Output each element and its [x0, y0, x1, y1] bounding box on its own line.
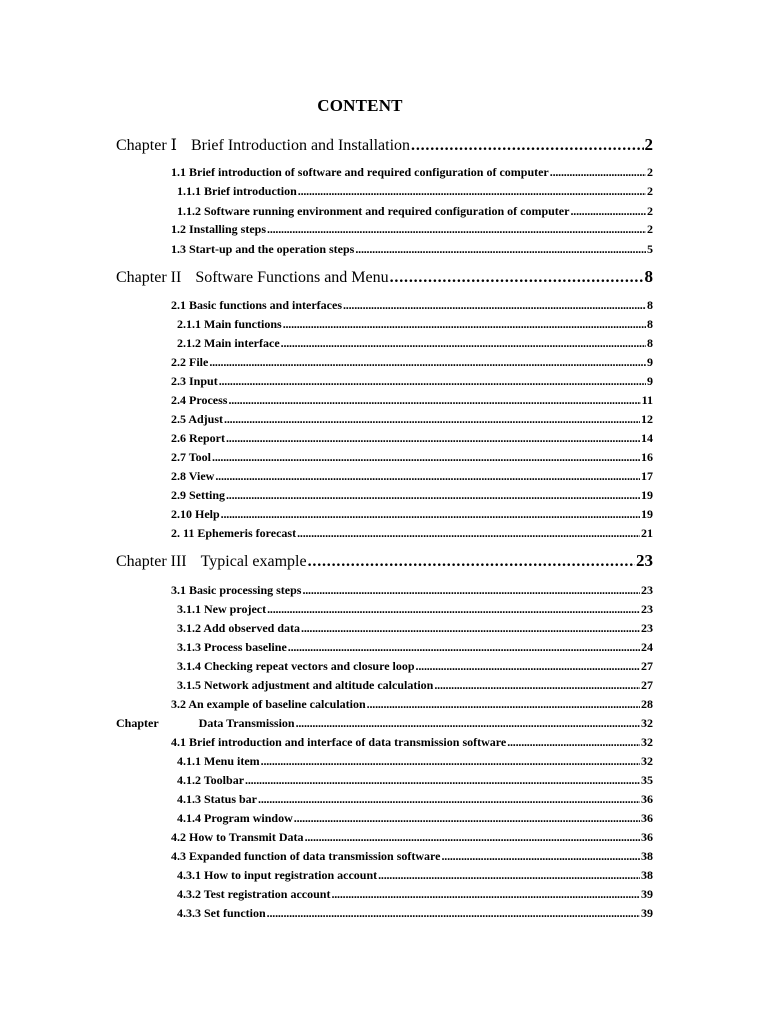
entry-label: 4.3.1 How to input registration account: [177, 868, 378, 882]
page-number: 23: [636, 551, 653, 570]
page-number: 38: [641, 849, 653, 863]
toc-entry-2-2[interactable]: [171, 353, 653, 371]
dot-leader: [226, 429, 640, 447]
entry-label: 2.10 Help: [171, 507, 220, 521]
toc-entry-4-3[interactable]: [171, 847, 653, 865]
entry-label: 4.2 How to Transmit Data: [171, 830, 304, 844]
toc-entry-2-3[interactable]: [171, 372, 653, 390]
page-number: 8: [647, 298, 653, 312]
toc-entry-4-1-4[interactable]: [177, 809, 653, 827]
toc-entry-4-1-1[interactable]: [177, 752, 653, 770]
toc-entry-4-1[interactable]: [171, 733, 653, 751]
dot-leader: [267, 600, 640, 618]
dot-leader: [411, 135, 643, 156]
page-number: 32: [641, 754, 653, 768]
toc-chapter-3[interactable]: [116, 550, 653, 572]
dot-leader: [434, 676, 640, 694]
dot-leader: [343, 296, 646, 314]
entry-label: 2.7 Tool: [171, 450, 212, 464]
entry-label: 4.3 Expanded function of data transmission software: [171, 849, 441, 863]
toc-chapter-4[interactable]: [116, 714, 653, 732]
page-number: 8: [647, 317, 653, 331]
toc-entry-1-2[interactable]: [171, 220, 653, 238]
page-number: 23: [641, 621, 653, 635]
toc-entry-3-1-4[interactable]: [177, 657, 653, 675]
dot-leader: [355, 240, 646, 258]
page-number: 9: [647, 355, 653, 369]
toc-entry-3-2[interactable]: [171, 695, 653, 713]
entry-label: 2.4 Process: [171, 393, 228, 407]
toc-entry-1-3[interactable]: [171, 240, 653, 258]
entry-label: 1.1.2 Software running environment and required configuration of computer: [177, 204, 570, 218]
entry-label: 1.3 Start-up and the operation steps: [171, 242, 355, 256]
page-number: 19: [641, 507, 653, 521]
toc-entry-2-7[interactable]: [171, 448, 653, 466]
page-number: 35: [641, 773, 653, 787]
dot-leader: [331, 885, 640, 903]
page-number: 23: [641, 583, 653, 597]
toc-entry-3-1-5[interactable]: [177, 676, 653, 694]
page-number: 39: [641, 906, 653, 920]
chapter-number: Chapter: [116, 716, 159, 730]
page-number: 27: [641, 678, 653, 692]
chapter-title: Software Functions and Menu: [195, 269, 389, 286]
entry-label: 1.1 Brief introduction of software and required configuration of computer: [171, 165, 549, 179]
entry-label: 4.1.2 Toolbar: [177, 773, 245, 787]
chapter-number: Chapter II: [116, 269, 182, 286]
entry-label: 3.2 An example of baseline calculation: [171, 697, 366, 711]
page-number: 12: [641, 412, 653, 426]
page-number: 39: [641, 887, 653, 901]
dot-leader: [283, 315, 646, 333]
dot-leader: [378, 866, 640, 884]
entry-label: 2.1.1 Main functions: [177, 317, 282, 331]
dot-leader: [296, 714, 640, 732]
dot-leader: [390, 267, 644, 288]
toc-entry-4-3-2[interactable]: [177, 885, 653, 903]
toc-title: CONTENT: [317, 96, 403, 115]
page-number: 21: [641, 526, 653, 540]
page-number: 28: [641, 697, 653, 711]
dot-leader: [267, 904, 640, 922]
page-number: 17: [641, 469, 653, 483]
toc-entry-1-1-1[interactable]: [177, 182, 653, 200]
entry-label: 3.1.5 Network adjustment and altitude calculation: [177, 678, 434, 692]
toc-entry-2-8[interactable]: [171, 467, 653, 485]
dot-leader: [416, 657, 640, 675]
dot-leader: [305, 828, 640, 846]
toc-entry-2-5[interactable]: [171, 410, 653, 428]
chapter-title: Typical example: [200, 553, 307, 570]
dot-leader: [261, 752, 640, 770]
entry-label: 2.6 Report: [171, 431, 225, 445]
page-number: 16: [641, 450, 653, 464]
entry-label: 2. 11 Ephemeris forecast: [171, 526, 297, 540]
page-number: 36: [641, 792, 653, 806]
dot-leader: [367, 695, 640, 713]
page-number: 2: [647, 184, 653, 198]
dot-leader: [308, 551, 635, 572]
toc-entry-3-1-2[interactable]: [177, 619, 653, 637]
entry-label: 3.1.2 Add observed data: [177, 621, 301, 635]
entry-label: 4.1 Brief introduction and interface of data transmission software: [171, 735, 507, 749]
entry-label: 4.1.3 Status bar: [177, 792, 258, 806]
entry-label: 1.1.1 Brief introduction: [177, 184, 297, 198]
entry-label: 2.3 Input: [171, 374, 218, 388]
dot-leader: [267, 220, 646, 238]
toc-entry-4-3-3[interactable]: [177, 904, 653, 922]
dot-leader: [301, 619, 640, 637]
dot-leader: [221, 505, 640, 523]
page-number: 5: [647, 242, 653, 256]
page-number: 2: [647, 222, 653, 236]
entry-label: 3.1 Basic processing steps: [171, 583, 302, 597]
dot-leader: [550, 163, 646, 181]
toc-entry-2-11[interactable]: [171, 524, 653, 542]
page-number: 19: [641, 488, 653, 502]
entry-label: 1.2 Installing steps: [171, 222, 267, 236]
chapter-title: Brief Introduction and Installation: [190, 137, 411, 154]
toc-entry-4-2[interactable]: [171, 828, 653, 846]
page-number: 38: [641, 868, 653, 882]
page-number: 2: [644, 135, 653, 154]
dot-leader: [302, 581, 640, 599]
page-number: 24: [641, 640, 653, 654]
toc-entry-2-1[interactable]: [171, 296, 653, 314]
dot-leader: [507, 733, 640, 751]
toc-chapter-1[interactable]: [116, 134, 653, 156]
toc-entry-3-1-3[interactable]: [177, 638, 653, 656]
toc-entry-1-1[interactable]: [171, 163, 653, 181]
page-number: 9: [647, 374, 653, 388]
page-number: 14: [641, 431, 653, 445]
chapter-title: Data Transmission: [198, 716, 295, 730]
entry-label: 2.9 Setting: [171, 488, 225, 502]
page-number: 32: [641, 716, 653, 730]
toc-entry-2-1-2[interactable]: [177, 334, 653, 352]
dot-leader: [258, 790, 640, 808]
entry-label: 2.1 Basic functions and interfaces: [171, 298, 342, 312]
page-number: 8: [647, 336, 653, 350]
dot-leader: [294, 809, 640, 827]
toc-entry-2-6[interactable]: [171, 429, 653, 447]
page-number: 36: [641, 811, 653, 825]
toc-chapter-2[interactable]: [116, 266, 653, 288]
dot-leader: [245, 771, 640, 789]
toc-entry-3-1-1[interactable]: [177, 600, 653, 618]
entry-label: 4.3.3 Set function: [177, 906, 266, 920]
entry-label: 3.1.4 Checking repeat vectors and closure loop: [177, 659, 415, 673]
dot-leader: [570, 202, 646, 220]
dot-leader: [228, 391, 640, 409]
dot-leader: [441, 847, 640, 865]
entry-label: 2.5 Adjust: [171, 412, 224, 426]
page-number: 32: [641, 735, 653, 749]
dot-leader: [219, 372, 646, 390]
dot-leader: [224, 410, 640, 428]
dot-leader: [298, 182, 646, 200]
toc-entry-3-1[interactable]: [171, 581, 653, 599]
entry-label: 2.1.2 Main interface: [177, 336, 280, 350]
entry-label: 4.3.2 Test registration account: [177, 887, 331, 901]
dot-leader: [226, 486, 640, 504]
dot-leader: [297, 524, 640, 542]
entry-label: 3.1.3 Process baseline: [177, 640, 287, 654]
entry-label: 2.8 View: [171, 469, 215, 483]
entry-label: 4.1.4 Program window: [177, 811, 293, 825]
dot-leader: [281, 334, 646, 352]
toc-entry-2-10[interactable]: [171, 505, 653, 523]
dot-leader: [215, 467, 640, 485]
chapter-number: Chapter Ⅰ: [116, 137, 177, 154]
dot-leader: [209, 353, 646, 371]
dot-leader: [288, 638, 640, 656]
toc-entry-4-1-3[interactable]: [177, 790, 653, 808]
page-number: 8: [644, 267, 653, 286]
page-number: 2: [647, 204, 653, 218]
toc-entry-1-1-2[interactable]: [177, 202, 653, 220]
toc-entry-2-4[interactable]: [171, 391, 653, 409]
dot-leader: [212, 448, 640, 466]
toc-entry-2-9[interactable]: [171, 486, 653, 504]
page-number: 36: [641, 830, 653, 844]
page-number: 27: [641, 659, 653, 673]
toc-entry-4-1-2[interactable]: [177, 771, 653, 789]
chapter-number: Chapter III: [116, 553, 187, 570]
entry-label: 3.1.1 New project: [177, 602, 267, 616]
page-number: 11: [641, 393, 653, 407]
entry-label: 4.1.1 Menu item: [177, 754, 260, 768]
page-number: 2: [647, 165, 653, 179]
page-number: 23: [641, 602, 653, 616]
toc-entry-2-1-1[interactable]: [177, 315, 653, 333]
entry-label: 2.2 File: [171, 355, 209, 369]
toc-entry-4-3-1[interactable]: [177, 866, 653, 884]
